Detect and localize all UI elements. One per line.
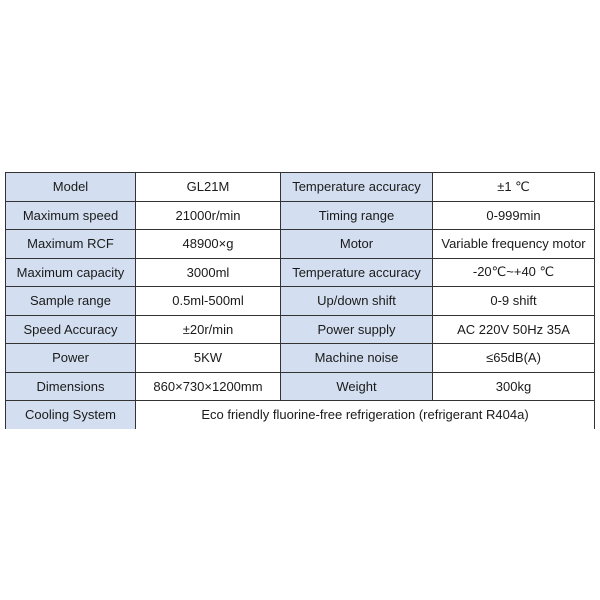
spec-value: GL21M	[136, 173, 281, 202]
spec-value: 5KW	[136, 344, 281, 373]
spec-label: Dimensions	[6, 372, 136, 401]
spec-label: Up/down shift	[281, 287, 433, 316]
spec-label: Model	[6, 173, 136, 202]
spec-value: Variable frequency motor	[433, 230, 595, 259]
spec-value: 860×730×1200mm	[136, 372, 281, 401]
spec-label: Maximum capacity	[6, 258, 136, 287]
spec-label: Temperature accuracy	[281, 258, 433, 287]
spec-label: Weight	[281, 372, 433, 401]
table-row	[6, 287, 595, 316]
spec-value: ±20r/min	[136, 315, 281, 344]
spec-value: ±1 ℃	[433, 173, 595, 202]
spec-label: Cooling System	[6, 401, 136, 429]
spec-label: Maximum speed	[6, 201, 136, 230]
table-row	[6, 344, 595, 373]
spec-value: 0.5ml-500ml	[136, 287, 281, 316]
spec-label: Temperature accuracy	[281, 173, 433, 202]
table-row	[6, 173, 595, 202]
spec-label: Maximum RCF	[6, 230, 136, 259]
spec-value: AC 220V 50Hz 35A	[433, 315, 595, 344]
table-row-cooling	[6, 401, 595, 429]
spec-value: -20℃~+40 ℃	[433, 258, 595, 287]
spec-value: 48900×g	[136, 230, 281, 259]
spec-value: 21000r/min	[136, 201, 281, 230]
spec-value: ≤65dB(A)	[433, 344, 595, 373]
table-row	[6, 258, 595, 287]
spec-value: 3000ml	[136, 258, 281, 287]
spec-value: 300kg	[433, 372, 595, 401]
spec-label: Speed Accuracy	[6, 315, 136, 344]
table-row	[6, 315, 595, 344]
table-row	[6, 230, 595, 259]
table-row	[6, 201, 595, 230]
spec-label: Sample range	[6, 287, 136, 316]
spec-label: Machine noise	[281, 344, 433, 373]
spec-value: Eco friendly fluorine-free refrigeration (refrigerant R404a)	[136, 401, 595, 429]
spec-label: Motor	[281, 230, 433, 259]
spec-label: Power supply	[281, 315, 433, 344]
spec-label: Power	[6, 344, 136, 373]
spec-table	[5, 172, 595, 429]
table-row	[6, 372, 595, 401]
spec-label: Timing range	[281, 201, 433, 230]
spec-value: 0-999min	[433, 201, 595, 230]
spec-value: 0-9 shift	[433, 287, 595, 316]
